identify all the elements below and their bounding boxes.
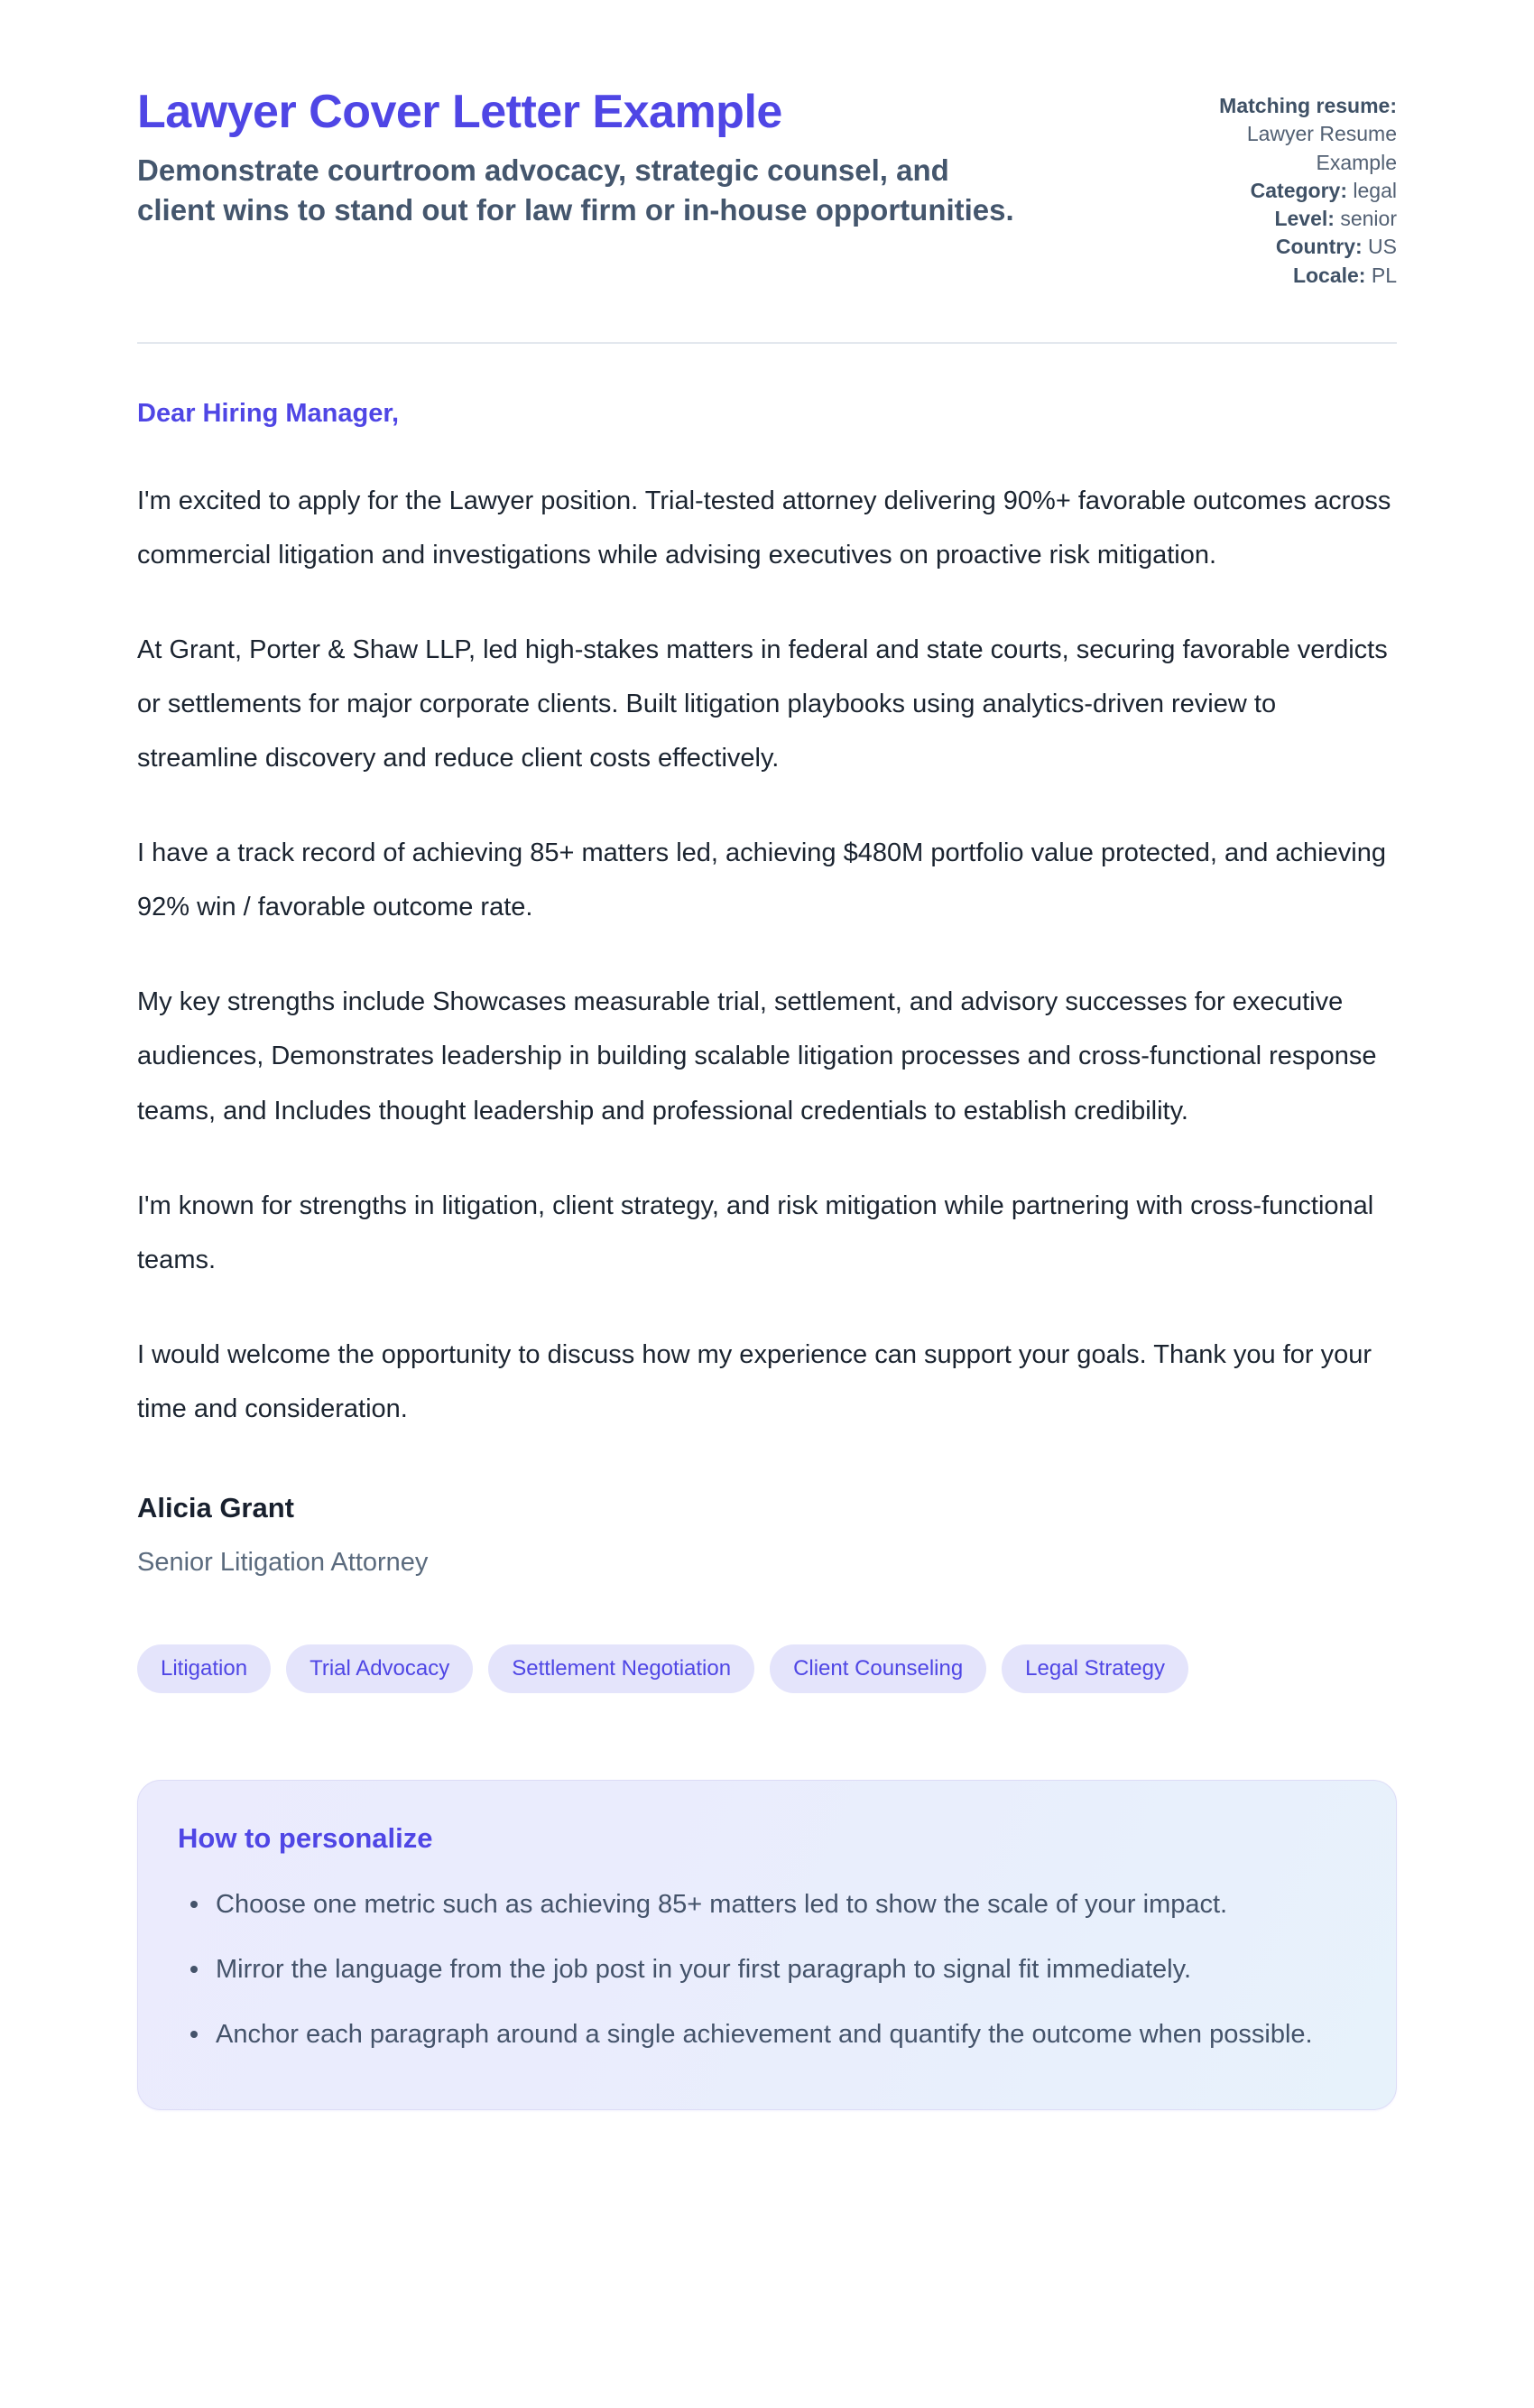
meta-matching-value: Lawyer Resume Example [1246,122,1397,174]
letter-paragraph: I'm excited to apply for the Lawyer position. Trial-tested attorney delivering 90%+ favorable outcomes across commercial litigation and investigations while advising executives on proactive risk mitigation. [137,486,1391,570]
page-subtitle: Demonstrate courtroom advocacy, strategic counsel, and client wins to stand out for law firm or in-house opportunities. [137,153,1014,227]
meta-category: Category: legal [1250,178,1397,202]
signature-block [137,1492,1397,1578]
meta-matching-label: Matching resume: [1219,94,1397,117]
personalize-title: How to personalize [178,1821,433,1854]
meta-country: Country: US [1275,235,1397,259]
skill-tag: Settlement Negotiation [488,1644,754,1693]
letter-paragraph: I would welcome the opportunity to discuss how my experience can support your goals. Thank you for your time and consideration. [137,1339,1372,1423]
personalize-tip: Choose one metric such as achieving 85+ matters led to show the scale of your impact. [178,1878,1356,1931]
letter-paragraph: I have a track record of achieving 85+ matters led, achieving $480M portfolio value protected, and achieving 92% win / favorable outcome rate. [137,838,1386,922]
letter-paragraph: I'm known for strengths in litigation, client strategy, and risk mitigation while partnering with cross-functional teams. [137,1190,1374,1274]
page-title: Lawyer Cover Letter Example [137,86,782,138]
skill-tags [137,1644,1397,1693]
signature-role: Senior Litigation Attorney [137,1547,429,1577]
header-left [137,87,1021,229]
personalize-tip: Mirror the language from the job post in your first paragraph to signal fit immediately. [178,1943,1356,1996]
skill-tag: Litigation [137,1644,271,1693]
skill-tag: Legal Strategy [1002,1644,1188,1693]
header-divider [137,342,1397,344]
meta-locale: Locale: PL [1292,263,1397,287]
personalize-tip: Anchor each paragraph around a single achievement and quantify the outcome when possible. [178,2008,1356,2061]
cover-letter-body [137,394,1397,1578]
letter-paragraph: At Grant, Porter & Shaw LLP, led high-stakes matters in federal and state courts, securing favorable verdicts or settlements for major corporate clients. Built litigation playbooks using analytics-driven review to streamline discovery and reduce client costs effectively. [137,635,1388,773]
personalize-callout [137,1780,1397,2110]
skill-tag: Trial Advocacy [286,1644,473,1693]
letter-paragraph: My key strengths include Showcases measurable trial, settlement, and advisory successes for executive audiences, Demonstrates leadership in building scalable litigation processes and cross-functional response teams, and Includes thought leadership and professional credentials to establish credibility. [137,987,1377,1125]
header [137,87,1397,290]
skill-tag: Client Counseling [770,1644,986,1693]
resume-meta [1194,87,1397,290]
content-column [137,0,1397,2110]
signature-name: Alicia Grant [137,1491,294,1524]
letter-greeting: Dear Hiring Manager, [137,398,400,428]
personalize-tips [178,1878,1356,2061]
meta-level: Level: senior [1274,207,1397,231]
